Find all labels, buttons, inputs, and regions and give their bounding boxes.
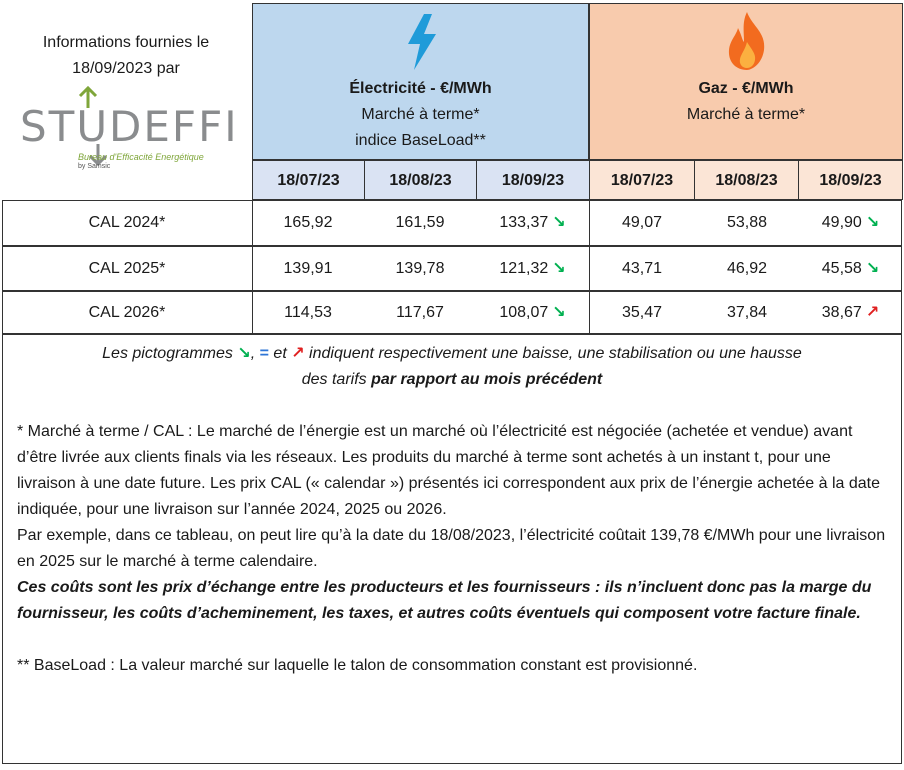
value-cell: 139,91 (283, 260, 333, 277)
value-cell: 114,53 (284, 304, 332, 321)
note-marche-a-terme: * Marché à terme / CAL : Le marché de l’énergie est un marché où l’électricité est négociée (achetée et vendue) avant d’être livrée aux clients finals via les réseaux. Les produits du marché à terme sont achetés à un instant t, pour une livraison à une date future. Les prix CAL (« calendar ») présentés ici correspondent aux prix de l’énergie achetée à la date indiquée, pour une livraison sur l’année 2024, 2025 ou 2026. (17, 423, 881, 518)
electricite-header (252, 3, 589, 160)
value-cell-with-trend (799, 201, 902, 245)
value-text: 45,58 (821, 260, 862, 277)
table-row (2, 201, 902, 245)
table-row (2, 247, 902, 291)
table-row (2, 292, 902, 334)
value-cell: 165,92 (283, 214, 333, 231)
trend-down-icon: ↘ (237, 345, 251, 362)
legend-text-4: par rapport au mois précédent (371, 371, 603, 388)
value-cell: 117,67 (396, 304, 444, 321)
value-cell-with-trend (476, 247, 589, 291)
row-label: CAL 2025* (88, 260, 166, 277)
gaz-header-text (590, 76, 902, 128)
legend-and: et (268, 345, 292, 362)
trend-down-icon: ↘ (865, 214, 880, 231)
electricite-subtitle-1: Marché à terme* (361, 106, 480, 123)
gaz-subtitle: Marché à terme* (686, 106, 806, 123)
gaz-header (589, 3, 903, 160)
value-cell-with-trend (476, 292, 589, 334)
date-header-cell: 18/08/23 (694, 160, 799, 200)
value-cell: 46,92 (726, 260, 768, 277)
logo-wordmark: STUDEFFI (20, 102, 239, 151)
trend-down-icon: ↘ (552, 214, 566, 231)
studeffi-logo (20, 84, 239, 172)
lightning-icon (402, 12, 442, 72)
value-text: 133,37 (499, 214, 549, 231)
info-block (0, 30, 252, 82)
trend-down-icon: ↘ (552, 304, 566, 321)
row-label: CAL 2026* (88, 304, 166, 321)
logo-tagline: Bureau d'Efficacité Energétique (78, 152, 204, 162)
trend-up-icon: ↗ (291, 345, 305, 362)
trend-down-icon: ↘ (865, 260, 880, 277)
info-line-2: 18/09/2023 par (72, 60, 180, 77)
value-cell: 161,59 (395, 214, 445, 231)
electricite-header-text (253, 76, 588, 154)
date-header-cell: 18/09/23 (798, 160, 903, 200)
value-cell: 49,07 (621, 214, 663, 231)
value-cell: 35,47 (621, 304, 663, 321)
trend-down-icon: ↘ (552, 260, 566, 277)
note-baseload: ** BaseLoad : La valeur marché sur laquelle le talon de consommation constant est provisionné. (17, 657, 698, 674)
note-costs-warning: Ces coûts sont les prix d’échange entre les producteurs et les fournisseurs : ils n’incluent donc pas la marge du fournisseur, les coûts d’acheminement, les taxes, et autres coûts éventuels qui composent votre facture finale. (17, 579, 872, 622)
value-cell-with-trend (476, 201, 589, 245)
value-text: 121,32 (499, 260, 549, 277)
date-header-cell: 18/07/23 (252, 160, 365, 200)
notes-box (2, 334, 902, 764)
electricite-title: Électricité - €/MWh (349, 80, 492, 97)
flame-icon (722, 8, 772, 72)
legend-sep: , (250, 345, 260, 362)
date-header-cell: 18/09/23 (476, 160, 590, 200)
value-text: 38,67 (821, 304, 862, 321)
value-cell: 43,71 (621, 260, 663, 277)
value-text: 108,07 (499, 304, 549, 321)
value-cell-with-trend (799, 247, 902, 291)
trend-up-icon: ↗ (865, 304, 880, 321)
info-line-1: Informations fournies le (42, 34, 210, 51)
note-example: Par exemple, dans ce tableau, on peut lire qu’à la date du 18/08/2023, l’électricité coûtait 139,78 €/MWh pour une livraison en 2025 sur le marché à terme calendaire. (17, 527, 886, 570)
date-header-cell: 18/08/23 (364, 160, 477, 200)
value-cell: 139,78 (395, 260, 445, 277)
logo-by: by Samsic (78, 163, 111, 170)
value-cell-with-trend (799, 292, 902, 334)
value-cell: 37,84 (726, 304, 768, 321)
value-cell: 53,88 (726, 214, 768, 231)
legend-text-3: des tarifs (301, 371, 372, 388)
gaz-title: Gaz - €/MWh (698, 80, 794, 97)
value-text: 49,90 (821, 214, 862, 231)
legend-text-2: indiquent respectivement une baisse, une stabilisation ou une hausse (304, 345, 802, 362)
legend (3, 341, 901, 393)
date-header-cell: 18/07/23 (589, 160, 695, 200)
electricite-subtitle-2: indice BaseLoad** (355, 132, 486, 149)
row-label: CAL 2024* (88, 214, 166, 231)
legend-text-1: Les pictogrammes (102, 345, 233, 362)
trend-stable-icon: = (259, 345, 269, 362)
